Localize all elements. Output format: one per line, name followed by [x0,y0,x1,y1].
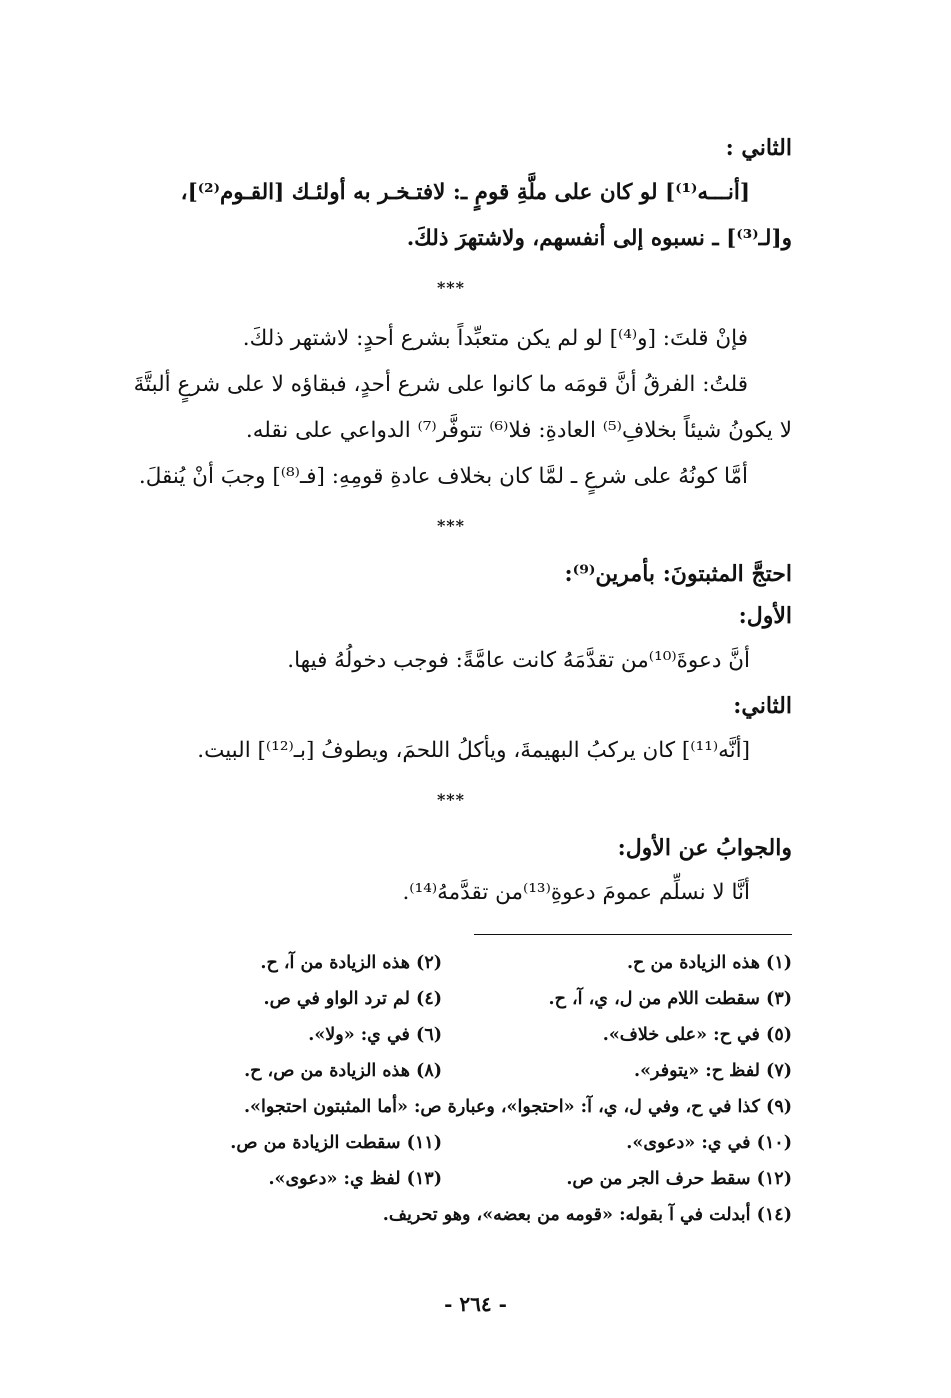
section-separator: *** [436,278,466,297]
footnote: (١٣) لفظ ي: «دعوى». [268,1169,442,1189]
second-argument-heading: الثاني: [733,693,792,719]
question-line: فإنْ قلتَ: [و⁽⁴⁾] لو لم يكن متعبِّداً بشرع أحدٍ: لاشتهر ذلكَ. [242,326,748,351]
footnotes [110,945,792,1233]
page-body [110,126,792,1233]
footnote: (٢) هذه الزيادة من آ، ح. [260,953,442,973]
footnote: (١٢) سقط حرف الجر من ص. [566,1169,792,1189]
footnote: (٤) لم ترد الواو في ص. [263,989,442,1009]
footnote: (٣) سقطت اللام من ل، ي، آ، ح. [548,989,792,1009]
answer-line: أمَّا كونُهُ على شرعٍ ـ لمَّا كان بخلاف عادةِ قومِهِ: [فـ⁽⁸⁾] وجبَ أنْ يُنقلَ. [138,464,748,489]
footnote: (١) هذه الزيادة من ح. [626,953,792,973]
footnote: (٥) في ح: «على خلاف». [602,1025,792,1045]
section-separator: *** [436,516,466,535]
footnote-divider [474,934,792,935]
page-number: - ٢٦٤ - [444,1292,507,1316]
footnote: (١٤) أبدلت في آ بقوله: «قومه من بعضه»، وهو تحريف. [382,1205,792,1225]
second-argument-text: [أنَّه⁽¹¹⁾] كان يركبُ البهيمةَ، ويأكلُ اللحمَ، ويطوفُ [بـ⁽¹²⁾] البيت. [197,738,750,763]
footnote: (٩) كذا في ح، وفي ل، ي، آ: «احتجوا»، وعبارة ص: «أما المثبتون احتجوا». [243,1097,792,1117]
answer-line: لا يكونُ شيئاً بخلافِ⁽⁵⁾ العادةِ: فلا⁽⁶⁾ تتوفَّر⁽⁷⁾ الدواعي على نقله. [245,418,792,443]
section-separator: *** [436,790,466,809]
paragraph-line: و[لـ⁽³⁾] ـ نسبوه إلى أنفسهم، ولاشتهرَ ذلكَ. [406,226,792,251]
first-argument-heading: الأول: [738,603,792,629]
footnote: (٦) في ي: «ولا». [308,1025,442,1045]
paragraph-line: [أنـــه⁽¹⁾] لو كان على ملَّةِ قومٍ ـ: لافتـخـر به أولئـك [القـوم⁽²⁾]، [180,180,750,205]
answer-heading: والجوابُ عن الأول: [617,835,792,861]
footnote: (٨) هذه الزيادة من ص، ح. [244,1061,442,1081]
answer-text: أنَّا لا نسلِّم عمومَ دعوةِ⁽¹³⁾من تقدَّمهُ⁽¹⁴⁾. [402,880,750,905]
section-heading-second: الثاني : [725,135,792,161]
first-argument-text: أنَّ دعوةَ⁽¹⁰⁾من تقدَّمَهُ كانت عامَّةً: فوجب دخولُهُ فيها. [287,648,750,673]
answer-line: قلتُ: الفرقُ أنَّ قومَه ما كانوا على شرع أحدٍ، فبقاؤه لا على شرعٍ ألبتَّةَ [133,372,748,397]
footnote: (٧) لفظ ح: «يتوفر». [634,1061,792,1081]
proponents-heading: احتجَّ المثبتونَ: بأمرين⁽⁹⁾: [564,561,792,587]
footnote: (١٠) في ي: «دعوى». [626,1133,792,1153]
footnote: (١١) سقطت الزيادة من ص. [230,1133,442,1153]
